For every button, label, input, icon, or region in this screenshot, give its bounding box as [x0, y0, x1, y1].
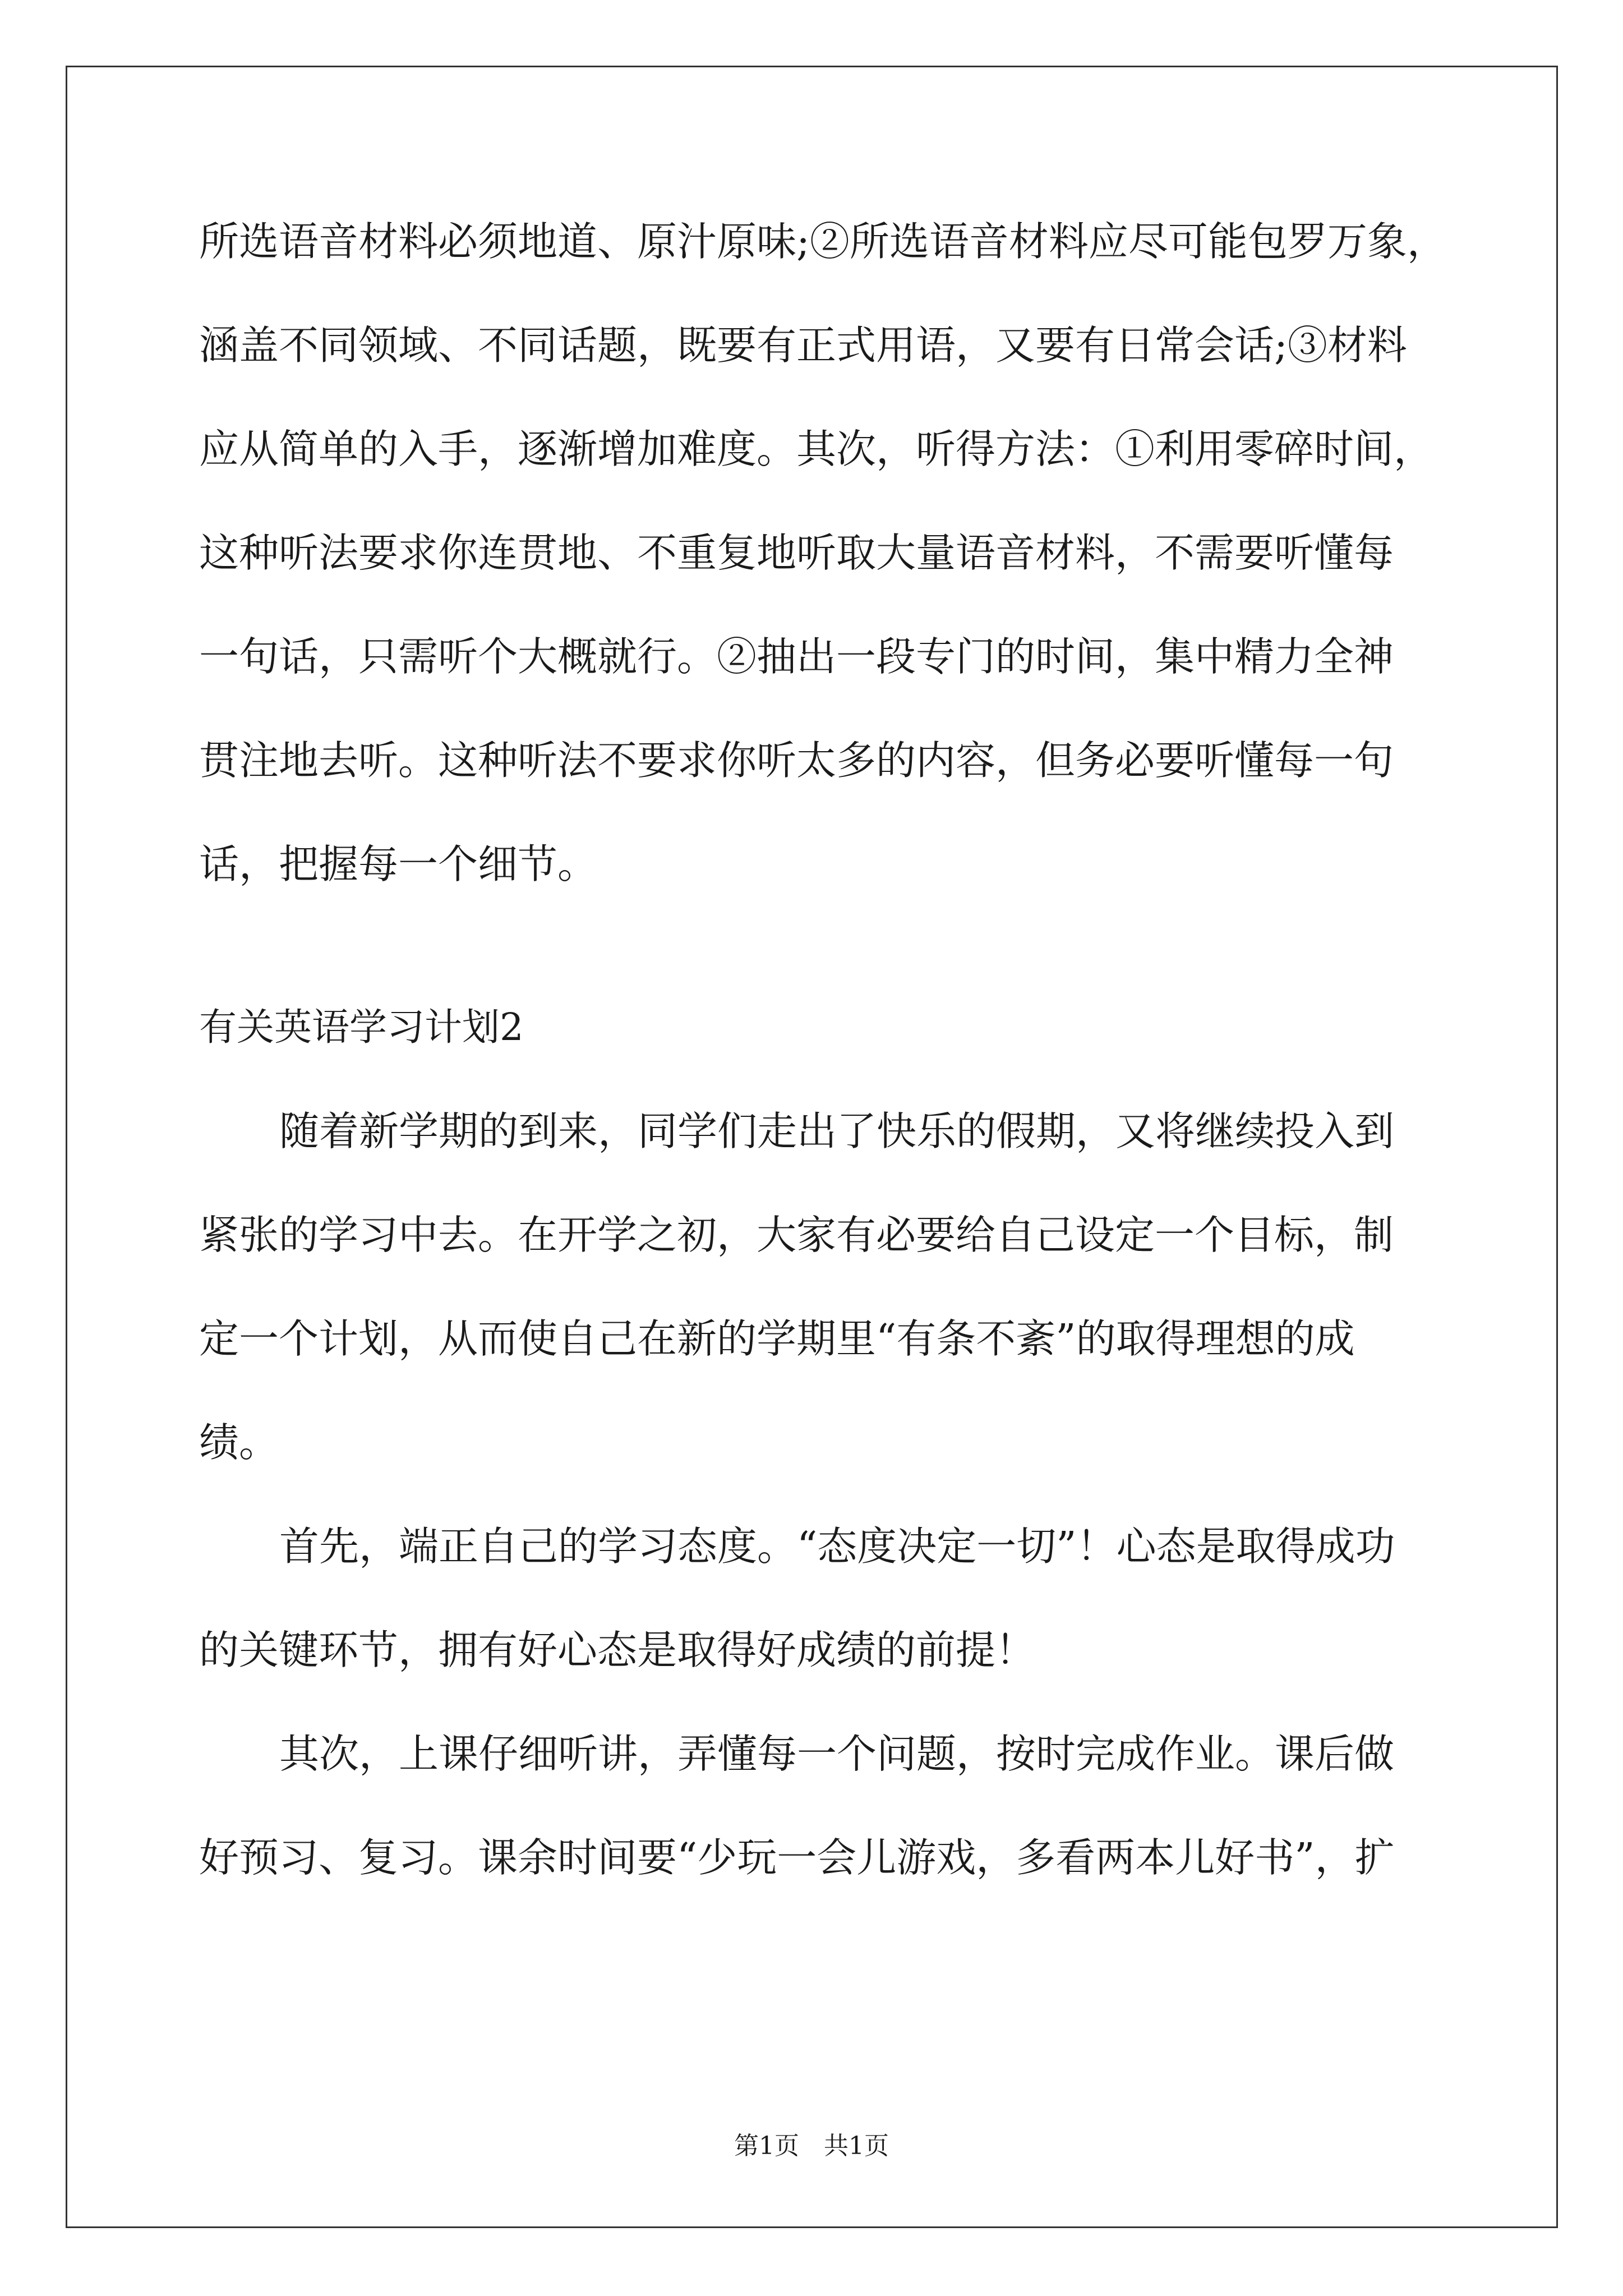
text-line: 话，把握每一个细节。 [199, 841, 598, 887]
text-line: 首先，端正自己的学习态度。“态度决定一切”！心态是取得成功 [279, 1523, 1395, 1570]
text-line: 好预习、复习。课余时间要“少玩一会儿游戏，多看两本儿好书”，扩 [199, 1834, 1395, 1881]
page-total: 共1页 [824, 2132, 889, 2160]
section-heading: 有关英语学习计划2 [199, 1005, 524, 1049]
page-number: 第1页 [734, 2132, 799, 2160]
text-line: 的关键环节，拥有好心态是取得好成绩的前提！ [199, 1627, 1036, 1673]
text-line: 所选语音材料必须地道、原汁原味;②所选语音材料应尽可能包罗万象， [199, 218, 1447, 265]
text-line: 涵盖不同领域、不同话题，既要有正式用语，又要有日常会话;③材料 [199, 322, 1407, 369]
text-line: 绩。 [199, 1419, 279, 1466]
paragraph-2 [199, 1108, 1433, 1466]
text-line: 一句话，只需听个大概就行。②抽出一段专门的时间，集中精力全神 [199, 633, 1394, 680]
document-body [199, 218, 1447, 1941]
text-line: 贯注地去听。这种听法不要求你听太多的内容，但务必要听懂每一句 [199, 737, 1394, 784]
text-line: 随着新学期的到来，同学们走出了快乐的假期，又将继续投入到 [279, 1108, 1395, 1154]
text-line: 其次，上课仔细听讲，弄懂每一个问题，按时完成作业。课后做 [279, 1731, 1395, 1777]
text-line: 紧张的学习中去。在开学之初，大家有必要给自己设定一个目标，制 [199, 1212, 1394, 1258]
paragraph-1 [199, 218, 1447, 887]
page-footer [0, 2134, 1623, 2159]
paragraph-3 [199, 1523, 1433, 1673]
text-line: 这种听法要求你连贯地、不重复地听取大量语音材料，不需要听懂每 [199, 530, 1394, 576]
text-line: 定一个计划，从而使自己在新的学期里“有条不紊”的取得理想的成 [199, 1315, 1355, 1362]
paragraph-4 [199, 1731, 1433, 1881]
text-line: 应从简单的入手，逐渐增加难度。其次，听得方法：①利用零碎时间， [199, 426, 1434, 472]
